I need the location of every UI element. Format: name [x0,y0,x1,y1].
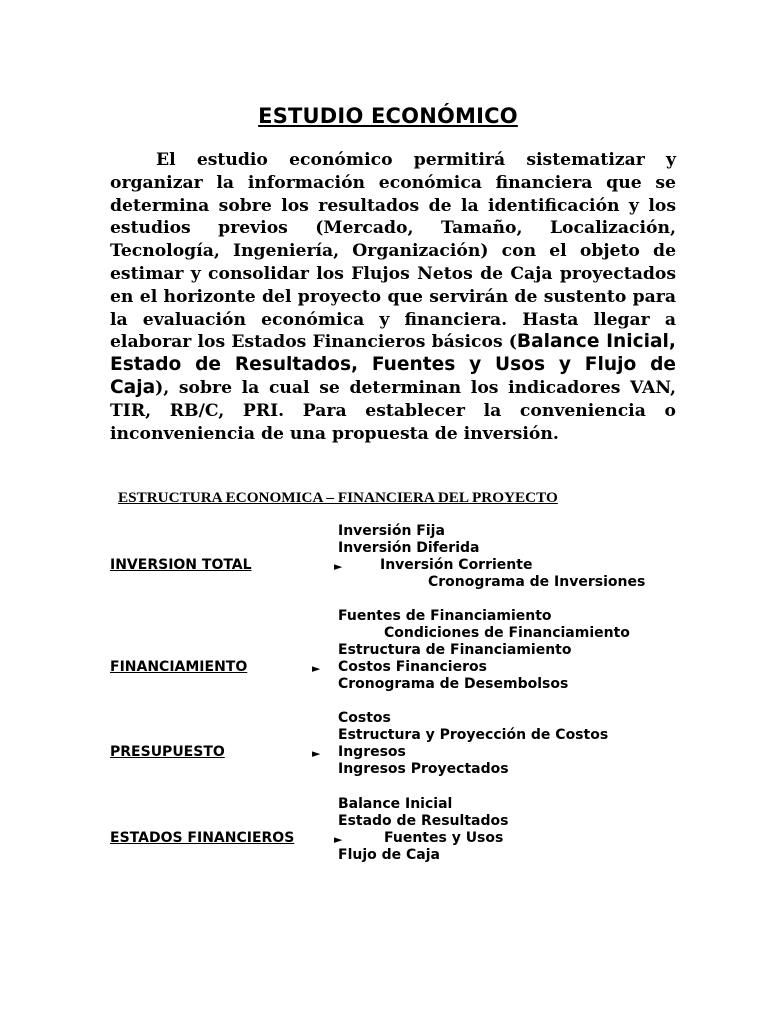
section-item: Inversión Fija [338,523,445,539]
intro-highlight-financial-statements: Balance Inicial, Estado de Resultados, Fuentes y Usos y Flujo de Caja [110,331,676,398]
section-item: Estructura de Financiamiento [338,642,572,658]
arrow-right-icon: ► [312,747,321,760]
section-item: Fuentes de Financiamiento [338,608,552,624]
intro-text-part1: El estudio económico permitirá sistematizar y organizar la información económica financiera que se determina sobre los resultados de la identificación y los estudios previos (Mercado, Tamaño, Localización, Tecnología, Ingeniería, Organización) con el objeto de estimar y consolidar los Flujos Netos de Caja proyectados en el horizonte del proyecto que servirán de sustento para la evaluación económica y financiera. Hasta llegar a elaborar los Estados Financieros básicos ( [110,150,676,353]
section-item: Ingresos Proyectados [338,761,509,777]
section-item: Fuentes y Usos [384,830,504,846]
document-title: ESTUDIO ECONÓMICO [258,104,518,128]
section-item: Cronograma de Desembolsos [338,676,569,692]
section-item: Inversión Corriente [380,557,533,573]
section-item: Ingresos [338,744,406,760]
section-label-estados-financieros: ESTADOS FINANCIEROS [110,830,295,846]
section-item: Balance Inicial [338,796,453,812]
intro-paragraph [110,149,676,445]
section-label-inversion-total: INVERSION TOTAL [110,557,252,573]
arrow-right-icon: ► [334,560,343,573]
arrow-right-icon: ► [334,833,343,846]
structure-subtitle: ESTRUCTURA ECONOMICA – FINANCIERA DEL PROYECTO [118,489,558,506]
section-item: Estado de Resultados [338,813,509,829]
section-item: Flujo de Caja [338,847,440,863]
section-label-presupuesto: PRESUPUESTO [110,744,225,760]
arrow-right-icon: ► [312,662,321,675]
section-item: Cronograma de Inversiones [428,574,646,590]
section-item: Costos [338,710,391,726]
section-item: Costos Financieros [338,659,487,675]
intro-text-part2: ), sobre la cual se determinan los indicadores VAN, TIR, RB/C, PRI. Para establecer la conveniencia o inconveniencia de una propuesta de inversión. [110,377,676,444]
section-item: Inversión Diferida [338,540,480,556]
section-label-financiamiento: FINANCIAMIENTO [110,659,248,675]
section-item: Condiciones de Financiamiento [384,625,630,641]
section-item: Estructura y Proyección de Costos [338,727,609,743]
